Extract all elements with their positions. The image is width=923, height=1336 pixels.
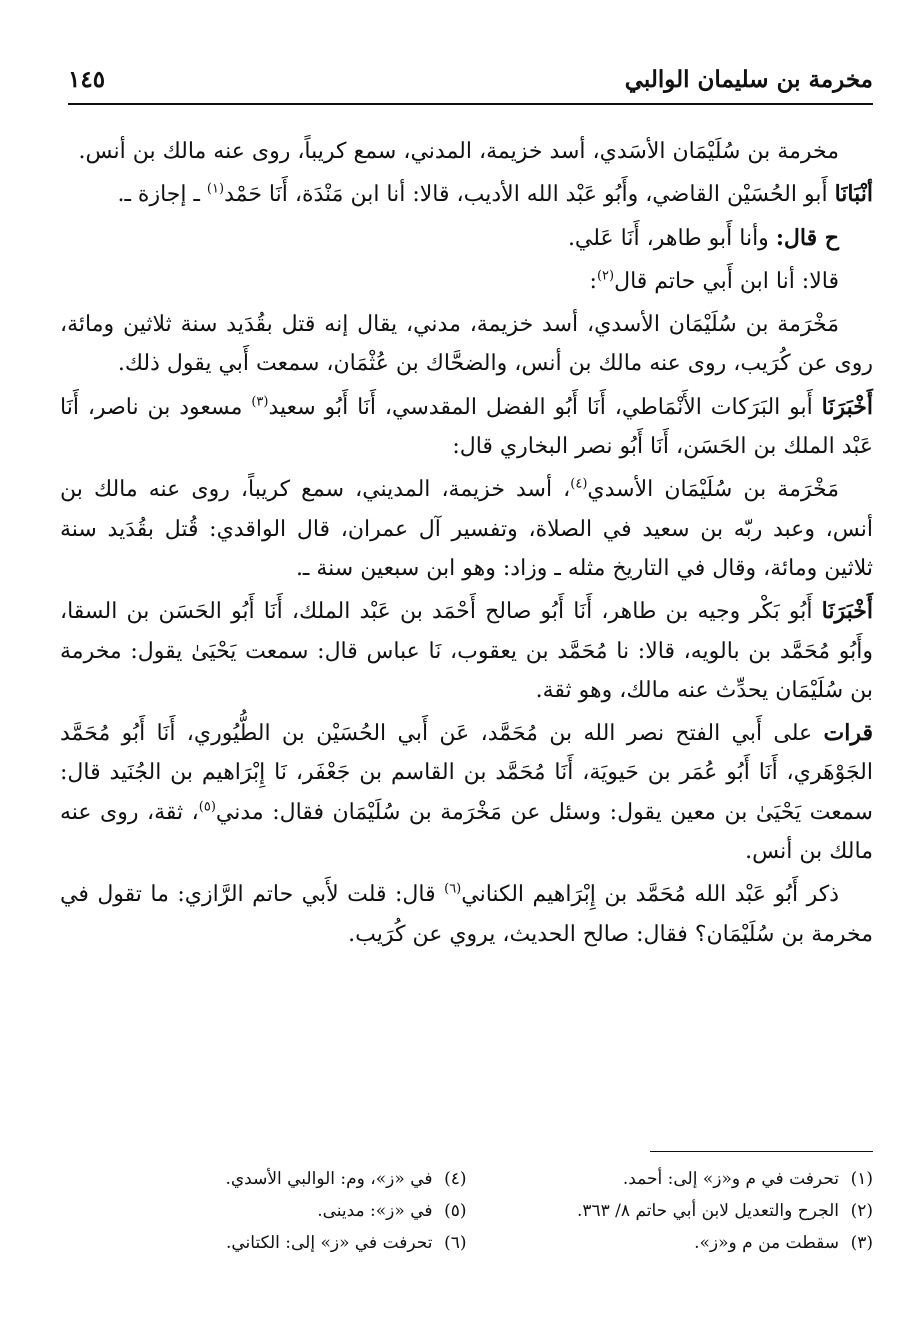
footnote-ref-4[interactable]: (٤) — [570, 477, 588, 493]
isnad-lead: أنْبَانَا — [834, 181, 873, 208]
isnad-lead: ح قال: — [775, 224, 839, 251]
page-header — [68, 60, 873, 100]
footnote-ref-2[interactable]: (٢) — [596, 268, 615, 284]
footnote-ref-1[interactable]: (١) — [206, 181, 225, 197]
footnote-3: (٣)سقطت من م و«ز». — [694, 1233, 873, 1253]
footnote-ref-3[interactable]: (٣) — [251, 394, 269, 410]
paragraph-1: مخرمة بن سُلَيْمَان الأسَدي، أسد خزيمة، المدني، سمع كريباً، روى عنه مالك بن أنس. — [78, 139, 839, 164]
paragraph-5: مَخْرَمة بن سُلَيْمَان الأسدي، أسد خزيمة، مدني، يقال إنه قتل بقُدَيد سنة ثلاثين ومائة، روى عن كُرَيب، روى عنه مالك بن أنس، والضحَّاك بن عُثْمَان، سمعت أَبي يقول ذلك. — [60, 312, 873, 377]
footnote-6: (٦)تحرفت في «ز» إلى: الكتاني. — [225, 1233, 467, 1253]
paragraph-9: قرات على أَبي الفتح نصر الله بن مُحَمَّد، عَن أَبي الحُسَيْن بن الطُّيُوري، أَنَا أَبُو مُحَمَّد الجَوْهَري، أَنَا أَبُو عُمَر بن حَيويَة، أَنَا مُحَمَّد بن القاسم بن جَعْفَر، نَا إِبْرَاهيم بن الجُنَيد قال: سمعت يَحْيَىٰ بن معين يقول: وسئل عن مَخْرَمة بن سُلَيْمَان فقال: مدني$^{(٥)}$، ثقة، روى عنه مالك بن أنس. — [60, 720, 873, 865]
footnote-1: (١)تحرفت في م و«ز» إلى: أحمد. — [622, 1169, 873, 1189]
header-rule — [68, 103, 873, 105]
footnote-2: (٢)الجرح والتعديل لابن أبي حاتم ٨/ ٣٦٣. — [576, 1201, 873, 1221]
footnote-ref-5[interactable]: (٥) — [198, 799, 216, 815]
isnad-lead: أَخْبَرَنَا — [821, 393, 873, 420]
footnote-ref-6[interactable]: (٦) — [444, 882, 462, 898]
paragraph-2: أنْبَانَا أَبو الحُسَيْن القاضي، وأَبُو عَبْد الله الأديب، قالا: أنا ابن مَنْدَة، أَنَا حَمْد$^{(١)}$ ـ إجازة ـ. — [117, 181, 873, 208]
paragraph-8: أَخْبَرَنَا أَبُو بَكْر وجيه بن طاهر، أَنَا أَبُو صالح أَحْمَد بن عَبْد الملك، أَنَا أَبُو الحَسَن بن السقا، وأَبُو مُحَمَّد بن بالويه، قالا: نا مُحَمَّد بن يعقوب، نَا عباس قال: سمعت يَحْيَىٰ يقول: مخرمة بن سُلَيْمَان يحدِّث عنه مالك، وهو ثقة. — [60, 598, 873, 703]
isnad-lead: قرات — [823, 720, 873, 747]
paragraph-4: قالا: أنا ابن أَبي حاتم قال$^{(٢)}$: — [589, 268, 839, 294]
paragraph-6: أَخْبَرَنَا أَبو البَرَكات الأَنْمَاطي، أَنَا أَبُو الفضل المقدسي، أَنَا أَبُو سعيد$^{(٣)}$ مسعود بن ناصر، أَنَا عَبْد الملك بن الحَسَن، أَنَا أَبُو نصر البخاري قال: — [60, 393, 873, 460]
running-title: مخرمة بن سليمان الوالبي — [624, 66, 873, 93]
footnote-5: (٥)في «ز»: مدينى. — [317, 1201, 467, 1221]
main-text — [60, 132, 873, 958]
footnotes — [60, 1163, 873, 1259]
paragraph-10: ذكر أَبُو عَبْد الله مُحَمَّد بن إِبْرَاهيم الكناني$^{(٦)}$ قال: قلت لأَبي حاتم الرَّازي: ما تقول في مخرمة بن سُلَيْمَان؟ فقال: صالح الحديث، يروي عن كُرَيب. — [60, 882, 873, 947]
footnote-column-left — [60, 1163, 467, 1259]
paragraph-3: ح قال: وأنا أَبو طاهر، أَنَا عَلي. — [567, 224, 839, 251]
paragraph-7: مَخْرَمة بن سُلَيْمَان الأسدي$^{(٤)}$، أسد خزيمة، المديني، سمع كريباً، روى عنه مالك بن أنس، وعبد ربّه بن سعيد في الصلاة، وتفسير آل عمران، قال الواقدي: قُتل بقُدَيد سنة ثلاثين ومائة، وقال في التاريخ مثله ـ وزاد: وهو ابن سبعين سنة ـ. — [60, 477, 873, 581]
isnad-lead: أَخْبَرَنَا — [821, 598, 873, 625]
footnote-4: (٤)في «ز»، وم: الوالبي الأسدي. — [225, 1169, 467, 1189]
page-number: ١٤٥ — [68, 66, 106, 93]
footnote-rule — [650, 1151, 873, 1152]
footnote-column-right — [467, 1163, 874, 1259]
